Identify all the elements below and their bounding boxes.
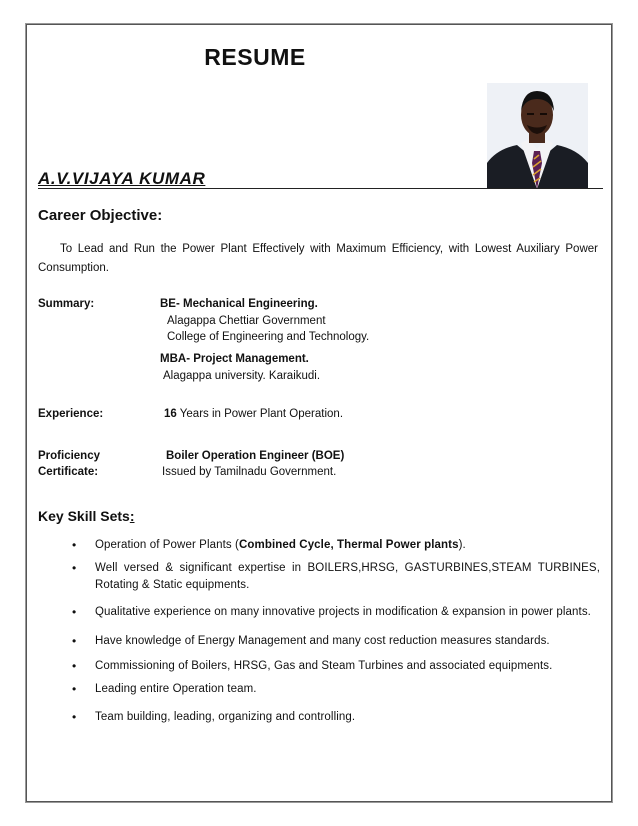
skill-item: • Team building, leading, organizing and controlling. [72,710,356,724]
skill-item: • Commissioning of Boilers, HRSG, Gas and Steam Turbines and associated equipments. [72,659,553,673]
experience-years: 16 [164,408,177,420]
key-skills-list [70,537,600,726]
summary-label: Summary: [38,298,95,310]
experience-value [164,408,343,420]
be-college-line2: College of Engineering and Technology. [167,331,370,343]
skill-item: • Operation of Power Plants (Combined Cycle, Thermal Power plants). [72,538,466,552]
name-underline [38,188,603,189]
career-objective-heading: Career Objective: [38,207,163,224]
be-degree: BE- Mechanical Engineering. [160,298,318,310]
bullet-icon: • [72,659,77,673]
bullet-icon: • [72,710,77,724]
profile-photo [487,83,588,189]
bullet-icon: • [72,634,77,648]
key-skills-heading [38,508,135,524]
skill-item: • Leading entire Operation team. [72,682,257,696]
skill-item: • Qualitative experience on many innovative projects in modification & expansion in power plants. [72,605,591,619]
bullet-icon: • [72,561,77,575]
certificate-label: Certificate: [38,466,99,478]
key-skills-colon: : [129,508,135,524]
career-objective-text: To Lead and Run the Power Plant Effectively with Maximum Efficiency, with Lowest Auxiliary Power Consumption. [38,243,598,274]
mba-university: Alagappa university. Karaikudi. [163,370,321,382]
mba-degree: MBA- Project Management. [160,353,309,365]
bullet-icon: • [72,538,77,552]
be-college-line1: Alagappa Chettiar Government [167,315,326,327]
bullet-icon: • [72,682,77,696]
experience-label: Experience: [38,408,104,420]
certificate-issuer: Issued by Tamilnadu Government. [162,466,337,478]
skill-item: • Have knowledge of Energy Management and many cost reduction measures standards. [70,631,600,652]
candidate-name: A.V.VIJAYA KUMAR [38,169,206,188]
resume-title: RESUME [204,44,306,70]
bullet-icon: • [72,605,77,619]
proficiency-label: Proficiency [38,450,100,462]
skill-item: • Well versed & significant expertise in BOILERS,HRSG, GASTURBINES,STEAM TURBINES, Rotating & Static equipments. [72,561,600,591]
boe-certificate: Boiler Operation Engineer (BOE) [166,450,345,462]
key-skills-title: Key Skill Sets [38,508,130,524]
experience-text: Years in Power Plant Operation. [176,408,344,420]
profile-photo-graphic [487,83,588,189]
